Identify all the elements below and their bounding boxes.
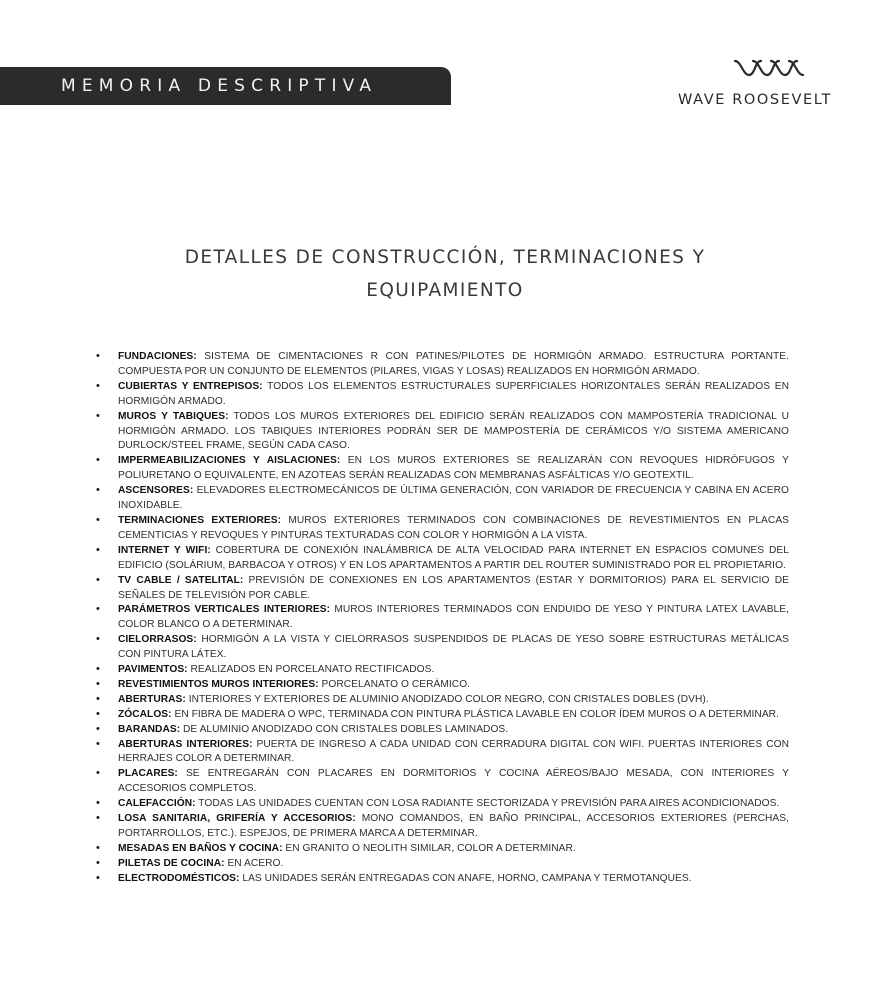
item-label: CIELORRASOS: [118,634,197,646]
list-item [96,514,789,544]
item-label: FUNDACIONES: [118,351,197,362]
list-item [96,738,789,768]
list-item [96,410,789,455]
item-text: TODAS LAS UNIDADES CUENTAN CON LOSA RADIANTE SECTORIZADA Y PREVISIÓN PARA AIRES ACONDICIONADOS. [195,798,780,810]
item-text: EN LOS MUROS EXTERIORES SE REALIZARÁN CON REVOQUES HIDRÓFUGOS Y POLIURETANO O EQUIVALENTE, EN AZOTEAS SERÁN REALIZADAS CON MEMBRANAS ASFÁLTICAS Y/O GEOTEXTIL. [118,455,789,482]
item-text: DE ALUMINIO ANODIZADO CON CRISTALES DOBLES LAMINADOS. [180,723,509,735]
list-item [96,857,789,872]
item-label: PLACARES: [118,768,178,780]
item-label: LOSA SANITARIA, GRIFERÍA Y ACCESORIOS: [118,813,356,825]
list-item [96,693,789,708]
item-text: COBERTURA DE CONEXIÓN INALÁMBRICA DE ALTA VELOCIDAD PARA INTERNET EN ESPACIOS COMUNES DEL EDIFICIO (SOLÁRIUM, BARBACOA Y OTROS) Y EN LOS APARTAMENTOS A PARTIR DEL ROUTER SUMINISTRADO POR EL PROPIETARIO. [118,544,789,571]
brand-name: WAVE ROOSEVELT [678,92,832,108]
item-text: MONO COMANDOS, EN BAÑO PRINCIPAL, ACCESORIOS EXTERIORES (PERCHAS, PORTARROLLOS, ETC.). ESPEJOS, DE PRIMERA MARCA A DETERMINAR. [118,813,789,839]
list-item [96,842,789,857]
item-text: PORCELANATO O CERÁMICO. [318,678,471,690]
item-label: ASCENSORES: [118,485,194,497]
item-label: ELECTRODOMÉSTICOS: [118,872,240,884]
item-label: BARANDAS: [118,723,181,735]
list-item [96,574,789,604]
item-text: TODOS LOS ELEMENTOS ESTRUCTURALES SUPERFICIALES HORIZONTALES SERÁN REALIZADOS EN HORMIGÓN ARMADO. [118,380,789,407]
list-item [96,454,789,484]
list-item [96,708,789,723]
item-text: EN ACERO. [224,857,284,869]
item-label: CALEFACCIÓN: [118,798,196,810]
item-label: CUBIERTAS Y ENTREPISOS: [118,380,263,392]
list-item [96,872,789,887]
item-label: PAVIMENTOS: [118,664,188,676]
item-text: INTERIORES Y EXTERIORES DE ALUMINIO ANODIZADO COLOR NEGRO, CON CRISTALES DOBLES (DVH). [185,693,709,705]
item-text: MUROS INTERIORES TERMINADOS CON ENDUIDO DE YESO Y PINTURA LATEX LAVABLE, COLOR BLANCO O A DETERMINAR. [118,604,789,631]
item-label: PILETAS DE COCINA: [118,857,225,869]
item-text: EN FIBRA DE MADERA O WPC, TERMINADA CON PINTURA PLÁSTICA LAVABLE EN COLOR ÍDEM MUROS O A DETERMINAR. [171,708,779,720]
item-label: IMPERMEABILIZACIONES Y AISLACIONES: [118,455,341,467]
list-item [96,767,789,797]
item-label: MUROS Y TABIQUES: [118,410,229,422]
list-item [96,723,789,738]
list-item [96,678,789,693]
item-text: TODOS LOS MUROS EXTERIORES DEL EDIFICIO SERÁN REALIZADOS CON MAMPOSTERÍA TRADICIONAL U HORMIGÓN ARMADO. LOS TABIQUES INTERIORES PODRÁN SER DE MAMPOSTERÍA DE CERÁMICOS Y/O SISTEMA AMERICANO DURLOCK/STEEL FRAME, SEGÚN CADA CASO. [118,410,789,452]
list-item [96,603,789,633]
item-text: SE ENTREGARÁN CON PLACARES EN DORMITORIOS Y COCINA AÉREOS/BAJO MESADA, CON INTERIORES Y ACCESORIOS COMPLETOS. [118,768,789,795]
item-label: TV CABLE / SATELITAL: [118,574,244,586]
item-label: TERMINACIONES EXTERIORES: [118,514,282,526]
list-item [96,484,789,514]
section-title [120,241,770,307]
list-item [96,350,789,380]
section-title-line-1: DETALLES DE CONSTRUCCIÓN, TERMINACIONES Y [184,247,706,268]
item-text: PUERTA DE INGRESO A CADA UNIDAD CON CERRADURA DIGITAL CON WIFI. PUERTAS INTERIORES CON HERRAJES COLOR A DETERMINAR. [118,738,789,765]
list-item [96,663,789,678]
item-label: ABERTURAS: [118,693,186,705]
item-label: ZÓCALOS: [118,708,172,720]
item-label: REVESTIMIENTOS MUROS INTERIORES: [118,678,319,690]
item-label: INTERNET Y WIFI: [118,544,211,556]
item-text: LAS UNIDADES SERÁN ENTREGADAS CON ANAFE, HORNO, CAMPANA Y TERMOTANQUES. [239,872,692,884]
document-title: MEMORIA DESCRIPTIVA [61,76,378,96]
header-band [0,67,451,105]
item-text: ELEVADORES ELECTROMECÁNICOS DE ÚLTIMA GENERACIÓN, CON VARIADOR DE FRECUENCIA Y CABINA EN ACERO INOXIDABLE. [118,485,789,512]
list-item [96,812,789,842]
list-item [96,797,789,812]
wave-logo-icon [733,55,807,81]
item-text: EN GRANITO O NEOLITH SIMILAR, COLOR A DETERMINAR. [282,842,576,854]
item-text: SISTEMA DE CIMENTACIONES R CON PATINES/PILOTES DE HORMIGÓN ARMADO. ESTRUCTURA PORTANTE. COMPUESTA POR UN CONJUNTO DE ELEMENTOS (PILARES, VIGAS Y LOSAS) REALIZADOS EN HORMIGÓN ARMADO. [118,351,789,377]
item-label: ABERTURAS INTERIORES: [118,738,253,750]
item-text: MUROS EXTERIORES TERMINADOS CON COMBINACIONES DE REVESTIMIENTOS EN PLACAS CEMENTICIAS Y REVOQUES Y PINTURAS TEXTURADAS CON COLOR Y HORMIGÓN A LA VISTA. [118,514,790,541]
item-text: REALIZADOS EN PORCELANATO RECTIFICADOS. [187,664,435,676]
list-item [96,633,789,663]
item-label: PARÁMETROS VERTICALES INTERIORES: [118,604,331,616]
brand [672,52,868,112]
specifications-list [96,350,789,887]
list-item [96,544,789,574]
list-item [96,380,789,410]
section-title-line-2: EQUIPAMIENTO [366,280,524,301]
item-text: PREVISIÓN DE CONEXIONES EN LOS APARTAMENTOS (ESTAR Y DORMITORIOS) PARA EL SERVICIO DE SEÑALES DE TELEVISIÓN POR CABLE. [118,574,789,601]
item-text: HORMIGÓN A LA VISTA Y CIELORRASOS SUSPENDIDOS DE PLACAS DE YESO SOBRE ESTRUCTURAS METÁLICAS CON PINTURA LÁTEX. [118,634,789,661]
item-label: MESADAS EN BAÑOS Y COCINA: [118,842,283,854]
